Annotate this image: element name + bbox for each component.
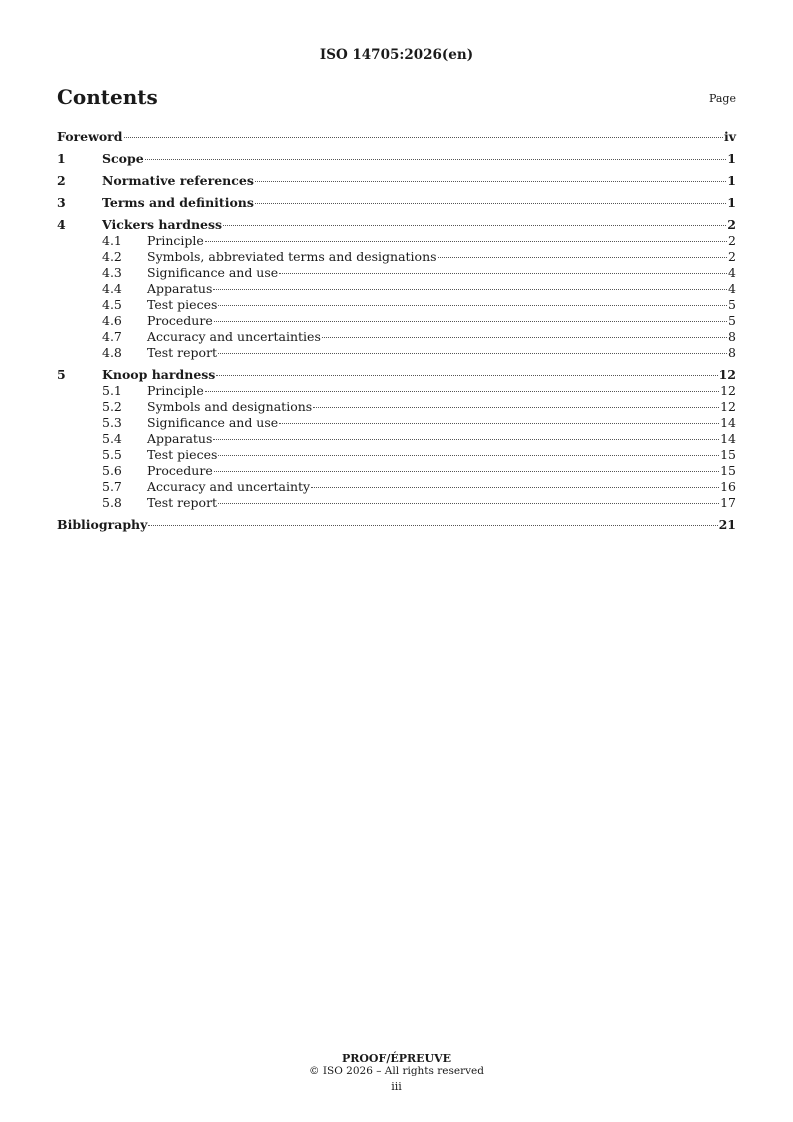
toc-entry-page: 1	[727, 173, 736, 188]
toc-entry-title: Apparatus	[147, 281, 213, 296]
dot-leader	[311, 487, 719, 488]
toc-entry-page: 5	[728, 313, 736, 328]
dot-leader	[214, 321, 727, 322]
toc-entry-page: 14	[720, 431, 736, 446]
toc-entry-number: 5.5	[102, 447, 122, 462]
toc-entry[interactable]	[57, 367, 736, 383]
toc-subentry[interactable]	[57, 415, 736, 431]
toc-entry-page: iv	[723, 129, 736, 144]
dot-leader	[216, 375, 717, 376]
dot-leader	[223, 225, 726, 226]
toc-entry-page: 1	[727, 151, 736, 166]
toc-entry-title: Scope	[102, 151, 144, 166]
toc-subentry[interactable]	[57, 463, 736, 479]
toc-entry-title: Bibliography	[57, 517, 148, 532]
document-id-header: ISO 14705:2026(en)	[319, 47, 474, 63]
toc-subentry[interactable]	[57, 495, 736, 511]
page-footer	[0, 1053, 793, 1093]
toc-entry-page: 12	[720, 399, 736, 414]
toc-entry-title: Significance and use	[147, 415, 279, 430]
toc-entry-number: 4.5	[102, 297, 122, 312]
toc-entry-page: 8	[728, 345, 736, 360]
dot-leader	[218, 305, 727, 306]
toc-entry-page: 2	[728, 249, 736, 264]
toc-entry-title: Accuracy and uncertainties	[147, 329, 321, 344]
toc-entry-title: Procedure	[147, 313, 213, 328]
toc-entry[interactable]	[57, 195, 736, 211]
toc-entry-number: 3	[57, 195, 66, 210]
dot-leader	[255, 203, 726, 204]
toc-entry-number: 4.2	[102, 249, 122, 264]
toc-entry[interactable]	[57, 517, 736, 533]
page-column-label: Page	[708, 92, 736, 105]
dot-leader	[213, 289, 727, 290]
toc-entry[interactable]	[57, 173, 736, 189]
toc-entry-number: 5.2	[102, 399, 122, 414]
toc-entry[interactable]	[57, 129, 736, 145]
toc-entry-title: Principle	[147, 233, 204, 248]
toc-entry-number: 4.4	[102, 281, 122, 296]
toc-subentry[interactable]	[57, 345, 736, 361]
toc-entry-title: Symbols and designations	[147, 399, 313, 414]
dot-leader	[214, 471, 719, 472]
dot-leader	[205, 241, 727, 242]
dot-leader	[438, 257, 728, 258]
dot-leader	[313, 407, 719, 408]
toc-subentry[interactable]	[57, 479, 736, 495]
toc-entry-number: 2	[57, 173, 66, 188]
toc-entry-title: Foreword	[57, 129, 123, 144]
toc-entry-title: Test pieces	[147, 447, 218, 462]
toc-entry-number: 4.6	[102, 313, 122, 328]
toc-subentry[interactable]	[57, 249, 736, 265]
toc-subentry[interactable]	[57, 431, 736, 447]
toc-entry-number: 5.8	[102, 495, 122, 510]
toc-entry-page: 15	[720, 463, 736, 478]
toc-subentry[interactable]	[57, 233, 736, 249]
toc-entry-page: 5	[728, 297, 736, 312]
toc-entry-title: Accuracy and uncertainty	[147, 479, 311, 494]
toc-subentry[interactable]	[57, 447, 736, 463]
toc-entry-page: 14	[720, 415, 736, 430]
toc-entry-page: 2	[727, 217, 736, 232]
dot-leader	[322, 337, 727, 338]
toc-entry-page: 4	[728, 281, 736, 296]
dot-leader	[279, 423, 719, 424]
toc-entry-page: 2	[728, 233, 736, 248]
toc-entry-page: 8	[728, 329, 736, 344]
toc-entry-title: Significance and use	[147, 265, 279, 280]
toc-entry-title: Test report	[147, 345, 218, 360]
toc-entry-number: 1	[57, 151, 66, 166]
copyright-notice: © ISO 2026 – All rights reserved	[309, 1065, 484, 1077]
dot-leader	[218, 455, 719, 456]
toc-entry-number: 5	[57, 367, 66, 382]
toc-entry-title: Vickers hardness	[102, 217, 223, 232]
dot-leader	[124, 137, 723, 138]
dot-leader	[205, 391, 719, 392]
toc-entry-page: 4	[728, 265, 736, 280]
toc-entry-title: Principle	[147, 383, 204, 398]
dot-leader	[145, 159, 727, 160]
toc-entry-page: 16	[720, 479, 736, 494]
toc-entry[interactable]	[57, 151, 736, 167]
toc-entry-number: 4	[57, 217, 66, 232]
toc-entry[interactable]	[57, 217, 736, 233]
toc-subentry[interactable]	[57, 383, 736, 399]
toc-subentry[interactable]	[57, 281, 736, 297]
toc-entry-title: Procedure	[147, 463, 213, 478]
toc-entry-page: 15	[720, 447, 736, 462]
toc-entry-title: Knoop hardness	[102, 367, 216, 382]
page-number: iii	[391, 1080, 402, 1093]
toc-entry-page: 21	[718, 517, 736, 532]
dot-leader	[213, 439, 719, 440]
toc-subentry[interactable]	[57, 399, 736, 415]
toc-entry-page: 12	[718, 367, 736, 382]
toc-subentry[interactable]	[57, 297, 736, 313]
toc-entry-title: Symbols, abbreviated terms and designations	[147, 249, 437, 264]
toc-entry-number: 4.1	[102, 233, 122, 248]
toc-entry-title: Test report	[147, 495, 218, 510]
dot-leader	[255, 181, 726, 182]
toc-subentry[interactable]	[57, 329, 736, 345]
toc-entry-number: 4.3	[102, 265, 122, 280]
toc-entry-number: 5.4	[102, 431, 122, 446]
dot-leader	[218, 353, 727, 354]
toc-subentry[interactable]	[57, 313, 736, 329]
toc-entry-title: Normative references	[102, 173, 254, 188]
toc-entry-title: Apparatus	[147, 431, 213, 446]
dot-leader	[148, 525, 717, 526]
toc-entry-number: 5.3	[102, 415, 122, 430]
toc-entry-number: 4.8	[102, 345, 122, 360]
dot-leader	[218, 503, 719, 504]
toc-entry-number: 5.7	[102, 479, 122, 494]
toc-entry-number: 4.7	[102, 329, 122, 344]
toc-entry-title: Test pieces	[147, 297, 218, 312]
toc-entry-number: 5.1	[102, 383, 122, 398]
toc-entry-page: 1	[727, 195, 736, 210]
toc-entry-title: Terms and definitions	[102, 195, 254, 210]
toc-entry-page: 17	[720, 495, 736, 510]
toc-entry-page: 12	[720, 383, 736, 398]
toc-subentry[interactable]	[57, 265, 736, 281]
toc-entry-number: 5.6	[102, 463, 122, 478]
table-of-contents	[57, 129, 736, 533]
contents-heading: Contents	[57, 85, 158, 109]
proof-label: PROOF/ÉPREUVE	[341, 1052, 452, 1065]
dot-leader	[279, 273, 727, 274]
